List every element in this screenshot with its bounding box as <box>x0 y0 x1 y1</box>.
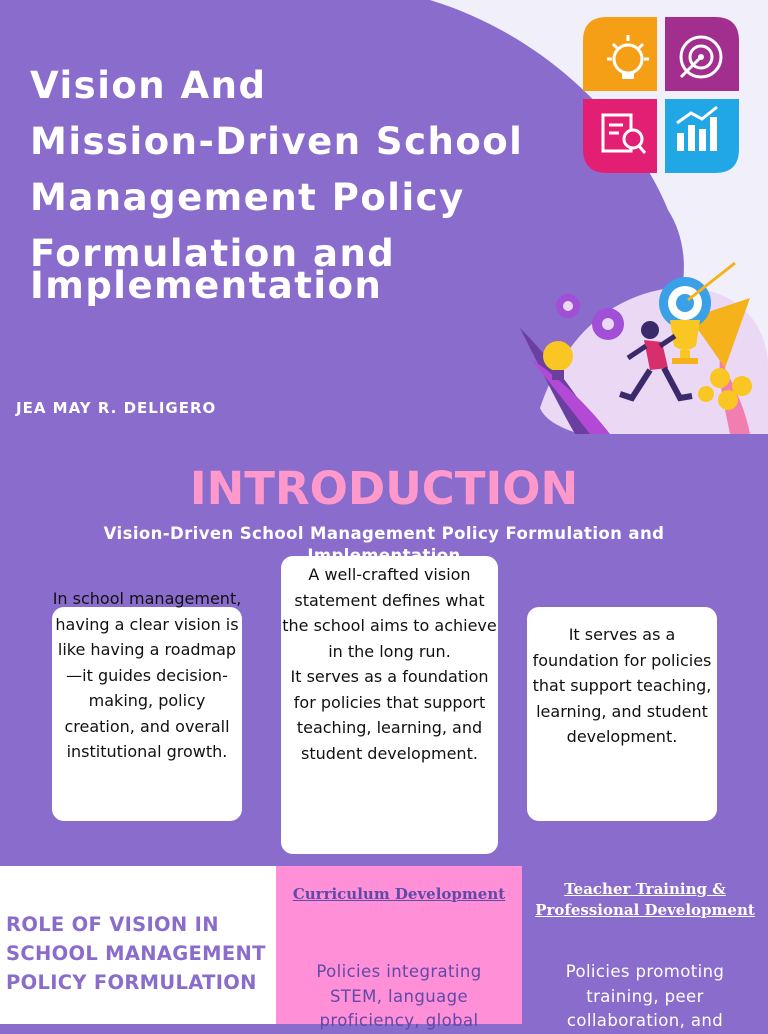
presentation-title <box>30 64 550 312</box>
title-line: Formulation and <box>30 232 396 275</box>
author-name: JEA MAY R. DELIGERO <box>16 399 217 417</box>
title-line: Vision And <box>30 64 267 107</box>
curriculum-development-panel <box>276 866 522 1030</box>
title-line: Management Policy <box>30 176 465 219</box>
document-search-icon <box>583 99 657 173</box>
bar-chart-icon <box>665 99 739 173</box>
target-icon <box>665 17 739 91</box>
quadrant-icons-graphic <box>583 15 739 173</box>
title-line: Mission-Driven School <box>30 120 524 163</box>
title-line: Implementation <box>30 264 383 307</box>
intro-card-text: A well-crafted vision statement defines what the school aims to achieve in the long run. It serves as a foundation for policies that support teaching, learning, and student development. <box>282 565 497 763</box>
curriculum-development-link[interactable]: Curriculum Development <box>292 885 506 903</box>
intro-card-text: It serves as a foundation for policies that support teaching, learning, and student development. <box>532 625 712 746</box>
teacher-training-panel <box>522 866 768 1030</box>
intro-card-text: In school management, having a clear vision is like having a roadmap—it guides decision-making, policy creation, and overall institutional growth. <box>52 589 242 761</box>
teacher-training-text: Policies promoting training, peer collaboration, and <box>565 962 725 1030</box>
hero-section <box>0 0 768 434</box>
introduction-subtitle: Vision-Driven School Management Policy Formulation and <box>103 524 665 543</box>
person-running-with-trophy-illustration <box>520 258 768 434</box>
lightbulb-icon <box>583 17 657 91</box>
role-of-vision-panel <box>0 866 276 1024</box>
teacher-training-link[interactable]: Teacher Training & Professional Development <box>535 880 755 919</box>
role-of-vision-heading: ROLE OF VISION IN SCHOOL MANAGEMENT POLICY FORMULATION <box>6 913 266 994</box>
introduction-heading: INTRODUCTION <box>189 462 579 515</box>
curriculum-development-text: Policies integrating STEM, language proficiency, global <box>316 962 482 1030</box>
